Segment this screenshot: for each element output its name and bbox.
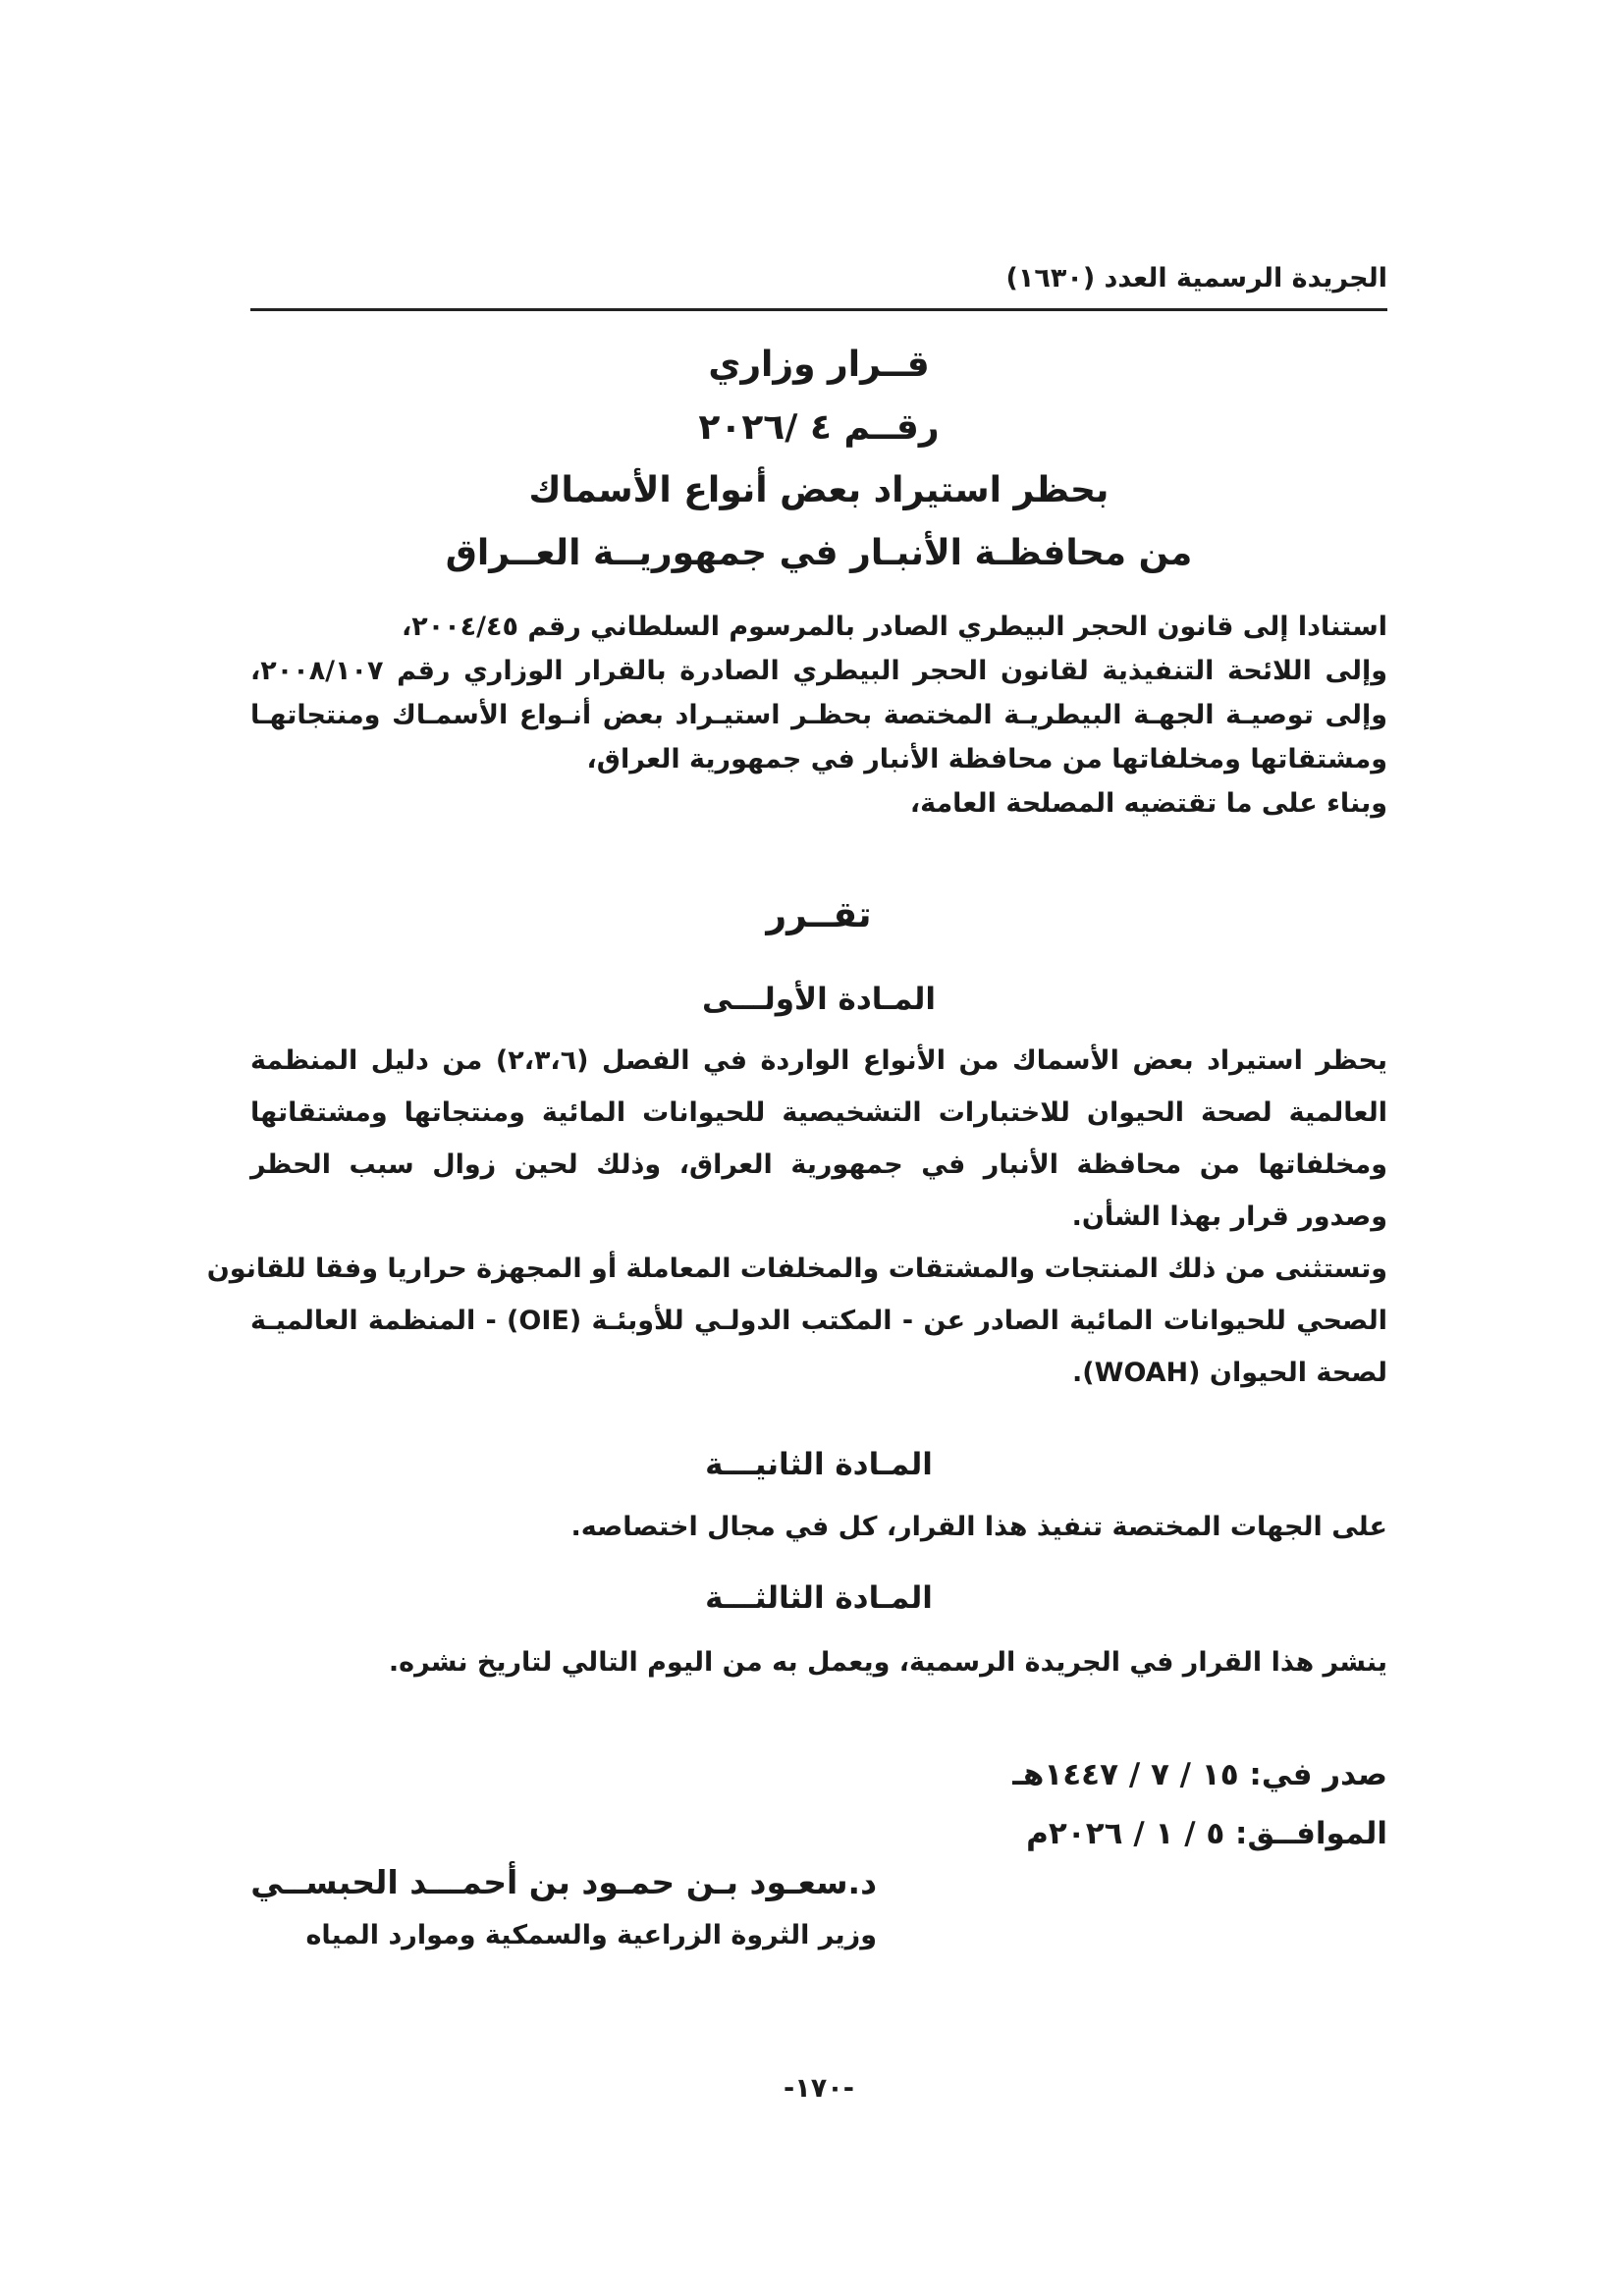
decision-number: رقــم ٤ /٢٠٢٦ bbox=[698, 407, 940, 448]
preamble-line: ومشتقاتها ومخلفاتها من محافظة الأنبار في جمهورية العراق، bbox=[586, 744, 1387, 774]
page-number: -١٧٠- bbox=[784, 2073, 854, 2104]
article-1-paragraph-1 bbox=[250, 1035, 1387, 1243]
preamble-line: وإلى اللائحة التنفيذية لقانون الحجر البيطري الصادرة بالقرار الوزاري رقم ٢٠٠٨/١٠٧، bbox=[250, 656, 1387, 686]
article-2-title: المـادة الثانيـــة bbox=[705, 1447, 933, 1482]
article-3-text: ينشر هذا القرار في الجريدة الرسمية، ويعمل به من اليوم التالي لتاريخ نشره. bbox=[388, 1647, 1387, 1678]
gazette-header: الجريدة الرسمية العدد (١٦٣٠) bbox=[1005, 263, 1387, 294]
hijri-date: صدر في: ١٥ / ٧ / ١٤٤٧هـ bbox=[1012, 1757, 1387, 1792]
paragraph-line: وصدور قرار بهذا الشأن. bbox=[1071, 1201, 1387, 1232]
article-2-text: على الجهات المختصة تنفيذ هذا القرار، كل في مجال اختصاصه. bbox=[570, 1512, 1387, 1542]
preamble bbox=[250, 605, 1387, 826]
decision-subject-location: من محافظـة الأنبـار في جمهوريــة العــراق bbox=[445, 533, 1193, 573]
issue-dates bbox=[1012, 1745, 1387, 1863]
paragraph-line: لصحة الحيوان (WOAH). bbox=[1072, 1358, 1387, 1388]
decides-heading: تقــرر bbox=[766, 895, 872, 935]
signatory-name: د.سعـود بـن حمـود بن أحمـــد الحبســي bbox=[250, 1863, 877, 1901]
article-1-title: المـادة الأولـــى bbox=[701, 982, 937, 1017]
article-3-title: المـادة الثالثـــة bbox=[705, 1580, 933, 1616]
header-divider bbox=[250, 308, 1387, 311]
gazette-page bbox=[206, 0, 1387, 2296]
gregorian-date: الموافــق: ٥ / ١ / ٢٠٢٦م bbox=[1026, 1816, 1387, 1851]
paragraph-line: العالمية لصحة الحيوان للاختبارات التشخيصية للحيوانات المائية ومنتجاتها ومشتقاتها bbox=[250, 1097, 1387, 1128]
paragraph-line: وتستثنى من ذلك المنتجات والمشتقات والمخلفات المعاملة أو المجهزة حراريا وفقا للقانون bbox=[206, 1254, 1387, 1284]
decision-title-block bbox=[250, 334, 1387, 585]
article-1-paragraph-2 bbox=[206, 1243, 1387, 1399]
decision-subject: بحظر استيراد بعض أنواع الأسماك bbox=[528, 470, 1110, 510]
preamble-line: استنادا إلى قانون الحجر البيطري الصادر بالمرسوم السلطاني رقم ٢٠٠٤/٤٥، bbox=[401, 612, 1387, 642]
paragraph-line: ومخلفاتها من محافظة الأنبار في جمهورية العراق، وذلك لحين زوال سبب الحظر bbox=[250, 1149, 1387, 1180]
preamble-line: وإلى توصيـة الجهـة البيطريـة المختصة بحظـر استيـراد بعض أنـواع الأسمـاك ومنتجاتهـا bbox=[250, 700, 1387, 730]
decision-type: قــرار وزاري bbox=[708, 345, 930, 385]
paragraph-line: الصحي للحيوانات المائية الصادر عن - المكتب الدولـي للأوبئـة (OIE) - المنظمة العالميـة bbox=[250, 1306, 1387, 1336]
paragraph-line: يحظر استيراد بعض الأسماك من الأنواع الواردة في الفصل (٢،٣،٦) من دليل المنظمة bbox=[250, 1045, 1387, 1076]
signatory-title: وزير الثروة الزراعية والسمكية وموارد المياه bbox=[305, 1920, 877, 1950]
preamble-line: وبناء على ما تقتضيه المصلحة العامة، bbox=[909, 788, 1387, 819]
